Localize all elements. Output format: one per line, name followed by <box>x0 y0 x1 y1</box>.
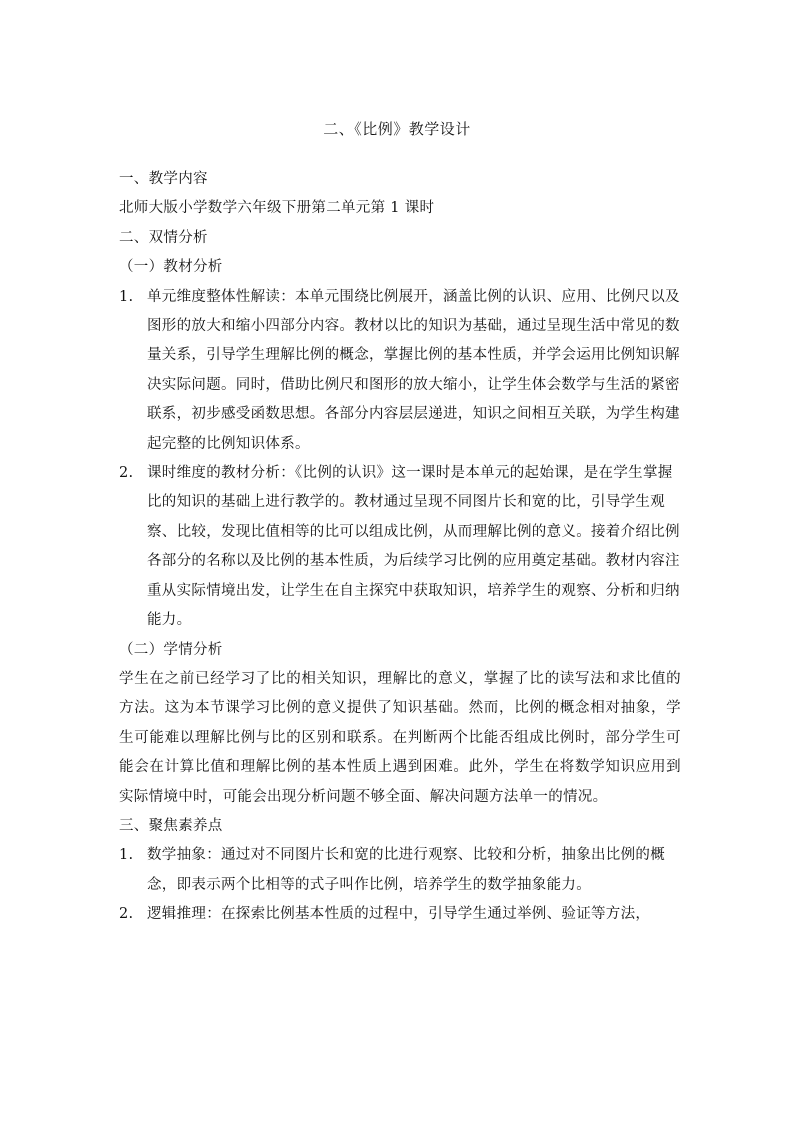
document-body <box>119 165 681 930</box>
list-item-number: 1. <box>119 847 134 864</box>
list-item <box>119 900 681 929</box>
teaching-content-text: 北师大版小学数学六年级下册第二单元第 1 课时 <box>119 200 435 217</box>
list-item <box>119 459 681 635</box>
section-heading-teaching-content: 一、教学内容 <box>119 171 208 187</box>
list-item-number: 1. <box>119 288 134 305</box>
document-title: 二、《比例》教学设计 <box>323 120 471 138</box>
list-item-text: 单元维度整体性解读：本单元围绕比例展开，涵盖比例的认识、应用、比例尺以及图形的放大和缩小四部分内容。教材以比的知识为基础，通过呈现生活中常见的数量关系，引导学生理解比例的概念，掌握比例的基本性质，并学会运用比例知识解决实际问题。同时，借助比例尺和图形的放大缩小，让学生体会数学与生活的紧密联系，初步感受函数思想。各部分内容层层递进，知识之间相互关联，为学生构建起完整的比例知识体系。 <box>147 288 680 452</box>
list-item-text: 数学抽象：通过对不同图片长和宽的比进行观察、比较和分析，抽象出比例的概念，即表示两个比相等的式子叫作比例，培养学生的数学抽象能力。 <box>147 847 665 893</box>
list-item-number: 2. <box>119 465 134 482</box>
list-item <box>119 283 681 459</box>
section-heading-core-literacy: 三、聚焦素养点 <box>119 817 223 834</box>
student-analysis-paragraph: 学生在之前已经学习了比的相关知识，理解比的意义，掌握了比的读写法和求比值的方法。这为本节课学习比例的意义提供了知识基础。然而，比例的概念相对抽象，学生可能难以理解比例与比的区别和联系。在判断两个比能否组成比例时，部分学生可能会在计算比值和理解比例的基本性质上遇到困难。此外，学生在将数学知识应用到实际情境中时，可能会出现分析问题不够全面、解决问题方法单一的情况。 <box>119 670 681 805</box>
section-heading-analysis: 二、双情分析 <box>119 229 208 246</box>
list-item-text: 逻辑推理：在探索比例基本性质的过程中，引导学生通过举例、验证等方法， <box>147 906 651 923</box>
list-item-text: 课时维度的教材分析：《比例的认识》这一课时是本单元的起始课，是在学生掌握比的知识的基础上进行教学的。教材通过呈现不同图片长和宽的比，引导学生观察、比较，发现比值相等的比可以组成比例，从而理解比例的意义。接着介绍比例各部分的名称以及比例的基本性质，为后续学习比例的应用奠定基础。教材内容注重从实际情境出发，让学生在自主探究中获取知识，培养学生的观察、分析和归纳能力。 <box>147 465 680 629</box>
list-item-number: 2. <box>119 906 134 923</box>
list-item <box>119 841 681 900</box>
subsection-heading-student-analysis: （二）学情分析 <box>119 641 223 658</box>
subsection-heading-textbook-analysis: （一）教材分析 <box>119 259 223 276</box>
